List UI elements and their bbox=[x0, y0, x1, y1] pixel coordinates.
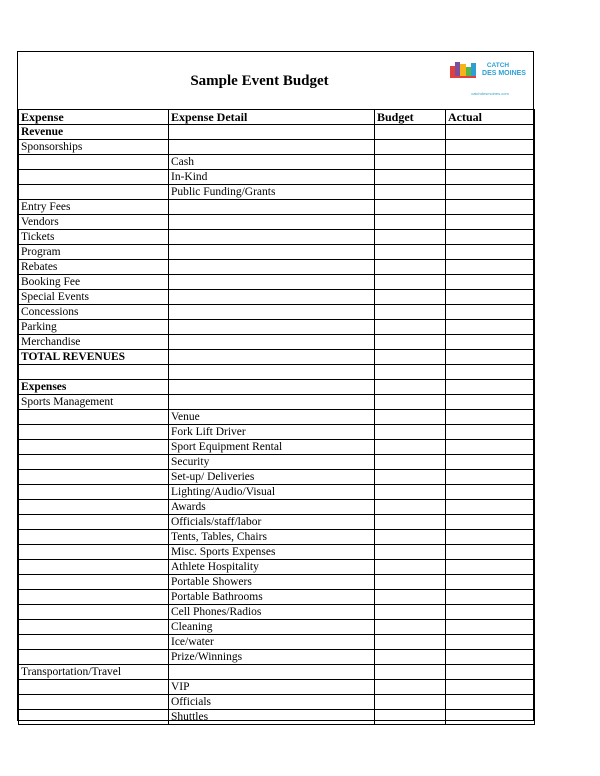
actual-cell[interactable] bbox=[446, 605, 535, 620]
actual-cell[interactable] bbox=[446, 215, 535, 230]
expense-detail-cell: Portable Bathrooms bbox=[169, 590, 375, 605]
expense-detail-cell: Officials bbox=[169, 695, 375, 710]
actual-cell[interactable] bbox=[446, 335, 535, 350]
table-row bbox=[19, 695, 535, 710]
actual-cell[interactable] bbox=[446, 710, 535, 725]
expense-detail-cell bbox=[169, 395, 375, 410]
expense-cell bbox=[19, 515, 169, 530]
actual-cell[interactable] bbox=[446, 500, 535, 515]
actual-cell[interactable] bbox=[446, 305, 535, 320]
budget-cell[interactable] bbox=[375, 410, 446, 425]
expense-detail-cell bbox=[169, 140, 375, 155]
expense-cell bbox=[19, 635, 169, 650]
actual-cell[interactable] bbox=[446, 590, 535, 605]
expense-cell bbox=[19, 560, 169, 575]
expense-cell bbox=[19, 185, 169, 200]
expense-cell bbox=[19, 470, 169, 485]
table-row bbox=[19, 305, 535, 320]
actual-cell[interactable] bbox=[446, 620, 535, 635]
expense-cell bbox=[19, 485, 169, 500]
expense-cell: Program bbox=[19, 245, 169, 260]
expense-detail-cell: Prize/Winnings bbox=[169, 650, 375, 665]
expense-detail-cell: In-Kind bbox=[169, 170, 375, 185]
expense-detail-cell bbox=[169, 230, 375, 245]
actual-cell[interactable] bbox=[446, 260, 535, 275]
expense-detail-cell: Athlete Hospitality bbox=[169, 560, 375, 575]
budget-cell[interactable] bbox=[375, 365, 446, 380]
budget-cell[interactable] bbox=[375, 470, 446, 485]
actual-cell[interactable] bbox=[446, 200, 535, 215]
table-row bbox=[19, 470, 535, 485]
col-header-expense-detail: Expense Detail bbox=[169, 110, 375, 125]
expense-detail-cell: Venue bbox=[169, 410, 375, 425]
expense-cell: Concessions bbox=[19, 305, 169, 320]
budget-cell[interactable] bbox=[375, 125, 446, 140]
budget-cell[interactable] bbox=[375, 350, 446, 365]
table-row bbox=[19, 515, 535, 530]
table-row bbox=[19, 185, 535, 200]
table-row bbox=[19, 290, 535, 305]
expense-detail-cell: Ice/water bbox=[169, 635, 375, 650]
budget-cell[interactable] bbox=[375, 380, 446, 395]
expense-detail-cell bbox=[169, 275, 375, 290]
table-row bbox=[19, 170, 535, 185]
table-row bbox=[19, 650, 535, 665]
expense-detail-cell bbox=[169, 200, 375, 215]
budget-cell[interactable] bbox=[375, 320, 446, 335]
expense-cell bbox=[19, 365, 169, 380]
budget-cell[interactable] bbox=[375, 440, 446, 455]
table-row bbox=[19, 455, 535, 470]
expense-cell bbox=[19, 695, 169, 710]
budget-cell[interactable] bbox=[375, 485, 446, 500]
budget-table bbox=[18, 109, 535, 725]
actual-cell[interactable] bbox=[446, 470, 535, 485]
budget-cell[interactable] bbox=[375, 635, 446, 650]
expense-cell bbox=[19, 425, 169, 440]
expense-detail-cell bbox=[169, 260, 375, 275]
table-row bbox=[19, 590, 535, 605]
actual-cell[interactable] bbox=[446, 185, 535, 200]
expense-detail-cell: Awards bbox=[169, 500, 375, 515]
expense-cell bbox=[19, 590, 169, 605]
table-row bbox=[19, 560, 535, 575]
table-row bbox=[19, 335, 535, 350]
expense-cell: Rebates bbox=[19, 260, 169, 275]
actual-cell[interactable] bbox=[446, 245, 535, 260]
expense-detail-cell: Sport Equipment Rental bbox=[169, 440, 375, 455]
table-row bbox=[19, 710, 535, 725]
expense-cell bbox=[19, 455, 169, 470]
expense-cell: Revenue bbox=[19, 125, 169, 140]
expense-cell: Entry Fees bbox=[19, 200, 169, 215]
expense-cell: Vendors bbox=[19, 215, 169, 230]
table-row bbox=[19, 245, 535, 260]
table-row bbox=[19, 275, 535, 290]
table-row bbox=[19, 230, 535, 245]
budget-cell[interactable] bbox=[375, 395, 446, 410]
table-header-row bbox=[19, 110, 535, 125]
actual-cell[interactable] bbox=[446, 320, 535, 335]
table-row bbox=[19, 350, 535, 365]
budget-cell[interactable] bbox=[375, 680, 446, 695]
actual-cell[interactable] bbox=[446, 425, 535, 440]
actual-cell[interactable] bbox=[446, 665, 535, 680]
budget-cell[interactable] bbox=[375, 245, 446, 260]
logo-brand-line2: DES MOINES bbox=[482, 70, 526, 77]
expense-cell: Special Events bbox=[19, 290, 169, 305]
budget-cell[interactable] bbox=[375, 650, 446, 665]
col-header-actual: Actual bbox=[446, 110, 535, 125]
table-row bbox=[19, 410, 535, 425]
expense-cell: Expenses bbox=[19, 380, 169, 395]
expense-detail-cell: Set-up/ Deliveries bbox=[169, 470, 375, 485]
expense-detail-cell bbox=[169, 380, 375, 395]
expense-detail-cell: Security bbox=[169, 455, 375, 470]
table-row bbox=[19, 545, 535, 560]
actual-cell[interactable] bbox=[446, 395, 535, 410]
budget-cell[interactable] bbox=[375, 155, 446, 170]
expense-cell: Booking Fee bbox=[19, 275, 169, 290]
expense-detail-cell bbox=[169, 365, 375, 380]
expense-cell bbox=[19, 170, 169, 185]
expense-detail-cell bbox=[169, 350, 375, 365]
expense-cell: Sports Management bbox=[19, 395, 169, 410]
catch-des-moines-logo bbox=[448, 58, 532, 102]
expense-cell bbox=[19, 605, 169, 620]
expense-detail-cell bbox=[169, 290, 375, 305]
budget-cell[interactable] bbox=[375, 515, 446, 530]
expense-detail-cell: Portable Showers bbox=[169, 575, 375, 590]
col-header-expense: Expense bbox=[19, 110, 169, 125]
logo-url: catchdesmoines.com bbox=[471, 91, 509, 96]
actual-cell[interactable] bbox=[446, 290, 535, 305]
expense-detail-cell bbox=[169, 125, 375, 140]
expense-cell bbox=[19, 620, 169, 635]
expense-cell bbox=[19, 650, 169, 665]
table-row bbox=[19, 380, 535, 395]
table-row bbox=[19, 635, 535, 650]
actual-cell[interactable] bbox=[446, 275, 535, 290]
actual-cell[interactable] bbox=[446, 485, 535, 500]
budget-cell[interactable] bbox=[375, 500, 446, 515]
expense-detail-cell: Fork Lift Driver bbox=[169, 425, 375, 440]
budget-cell[interactable] bbox=[375, 170, 446, 185]
actual-cell[interactable] bbox=[446, 575, 535, 590]
expense-cell bbox=[19, 410, 169, 425]
actual-cell[interactable] bbox=[446, 560, 535, 575]
table-row bbox=[19, 680, 535, 695]
actual-cell[interactable] bbox=[446, 140, 535, 155]
expense-detail-cell: Cleaning bbox=[169, 620, 375, 635]
actual-cell[interactable] bbox=[446, 365, 535, 380]
budget-cell[interactable] bbox=[375, 575, 446, 590]
budget-cell[interactable] bbox=[375, 290, 446, 305]
budget-cell[interactable] bbox=[375, 335, 446, 350]
expense-detail-cell bbox=[169, 665, 375, 680]
expense-cell: Tickets bbox=[19, 230, 169, 245]
budget-cell[interactable] bbox=[375, 230, 446, 245]
expense-detail-cell bbox=[169, 305, 375, 320]
expense-cell: Transportation/Travel bbox=[19, 665, 169, 680]
actual-cell[interactable] bbox=[446, 410, 535, 425]
logo-graphic-icon bbox=[448, 58, 532, 80]
table-row bbox=[19, 125, 535, 140]
budget-cell[interactable] bbox=[375, 260, 446, 275]
budget-cell[interactable] bbox=[375, 695, 446, 710]
logo-brand-line1: CATCH bbox=[486, 62, 510, 69]
expense-cell bbox=[19, 500, 169, 515]
table-row bbox=[19, 200, 535, 215]
expense-detail-cell: Shuttles bbox=[169, 710, 375, 725]
actual-cell[interactable] bbox=[446, 170, 535, 185]
table-row bbox=[19, 140, 535, 155]
actual-cell[interactable] bbox=[446, 635, 535, 650]
actual-cell[interactable] bbox=[446, 125, 535, 140]
expense-cell: TOTAL REVENUES bbox=[19, 350, 169, 365]
expense-cell bbox=[19, 680, 169, 695]
actual-cell[interactable] bbox=[446, 440, 535, 455]
expense-detail-cell bbox=[169, 320, 375, 335]
expense-detail-cell: Cell Phones/Radios bbox=[169, 605, 375, 620]
table-row bbox=[19, 215, 535, 230]
expense-cell: Sponsorships bbox=[19, 140, 169, 155]
expense-cell bbox=[19, 545, 169, 560]
table-row bbox=[19, 665, 535, 680]
actual-cell[interactable] bbox=[446, 650, 535, 665]
actual-cell[interactable] bbox=[446, 230, 535, 245]
actual-cell[interactable] bbox=[446, 155, 535, 170]
expense-cell bbox=[19, 575, 169, 590]
col-header-budget: Budget bbox=[375, 110, 446, 125]
table-row bbox=[19, 365, 535, 380]
table-row bbox=[19, 425, 535, 440]
expense-detail-cell: Lighting/Audio/Visual bbox=[169, 485, 375, 500]
expense-cell bbox=[19, 530, 169, 545]
budget-cell[interactable] bbox=[375, 275, 446, 290]
expense-detail-cell bbox=[169, 245, 375, 260]
expense-detail-cell bbox=[169, 215, 375, 230]
budget-cell[interactable] bbox=[375, 530, 446, 545]
expense-cell: Merchandise bbox=[19, 335, 169, 350]
table-row bbox=[19, 575, 535, 590]
table-row bbox=[19, 605, 535, 620]
budget-cell[interactable] bbox=[375, 665, 446, 680]
table-row bbox=[19, 440, 535, 455]
table-row bbox=[19, 530, 535, 545]
expense-cell bbox=[19, 440, 169, 455]
budget-cell[interactable] bbox=[375, 215, 446, 230]
budget-cell[interactable] bbox=[375, 560, 446, 575]
budget-cell[interactable] bbox=[375, 200, 446, 215]
expense-detail-cell: Tents, Tables, Chairs bbox=[169, 530, 375, 545]
budget-cell[interactable] bbox=[375, 590, 446, 605]
expense-detail-cell: Misc. Sports Expenses bbox=[169, 545, 375, 560]
budget-cell[interactable] bbox=[375, 455, 446, 470]
table-row bbox=[19, 500, 535, 515]
budget-cell[interactable] bbox=[375, 140, 446, 155]
expense-detail-cell: Public Funding/Grants bbox=[169, 185, 375, 200]
expense-cell bbox=[19, 155, 169, 170]
actual-cell[interactable] bbox=[446, 680, 535, 695]
table-row bbox=[19, 620, 535, 635]
budget-cell[interactable] bbox=[375, 545, 446, 560]
actual-cell[interactable] bbox=[446, 455, 535, 470]
budget-cell[interactable] bbox=[375, 605, 446, 620]
expense-detail-cell: Cash bbox=[169, 155, 375, 170]
budget-cell[interactable] bbox=[375, 425, 446, 440]
budget-cell[interactable] bbox=[375, 620, 446, 635]
table-row bbox=[19, 320, 535, 335]
expense-detail-cell: VIP bbox=[169, 680, 375, 695]
actual-cell[interactable] bbox=[446, 380, 535, 395]
budget-sheet bbox=[17, 51, 534, 721]
table-row bbox=[19, 155, 535, 170]
actual-cell[interactable] bbox=[446, 695, 535, 710]
page-title-text: Sample Event Budget bbox=[190, 73, 329, 89]
actual-cell[interactable] bbox=[446, 530, 535, 545]
expense-cell bbox=[19, 710, 169, 725]
actual-cell[interactable] bbox=[446, 350, 535, 365]
table-row bbox=[19, 485, 535, 500]
expense-detail-cell: Officials/staff/labor bbox=[169, 515, 375, 530]
budget-cell[interactable] bbox=[375, 185, 446, 200]
expense-detail-cell bbox=[169, 335, 375, 350]
table-row bbox=[19, 260, 535, 275]
table-row bbox=[19, 395, 535, 410]
actual-cell[interactable] bbox=[446, 515, 535, 530]
actual-cell[interactable] bbox=[446, 545, 535, 560]
budget-cell[interactable] bbox=[375, 710, 446, 725]
budget-cell[interactable] bbox=[375, 305, 446, 320]
expense-cell: Parking bbox=[19, 320, 169, 335]
